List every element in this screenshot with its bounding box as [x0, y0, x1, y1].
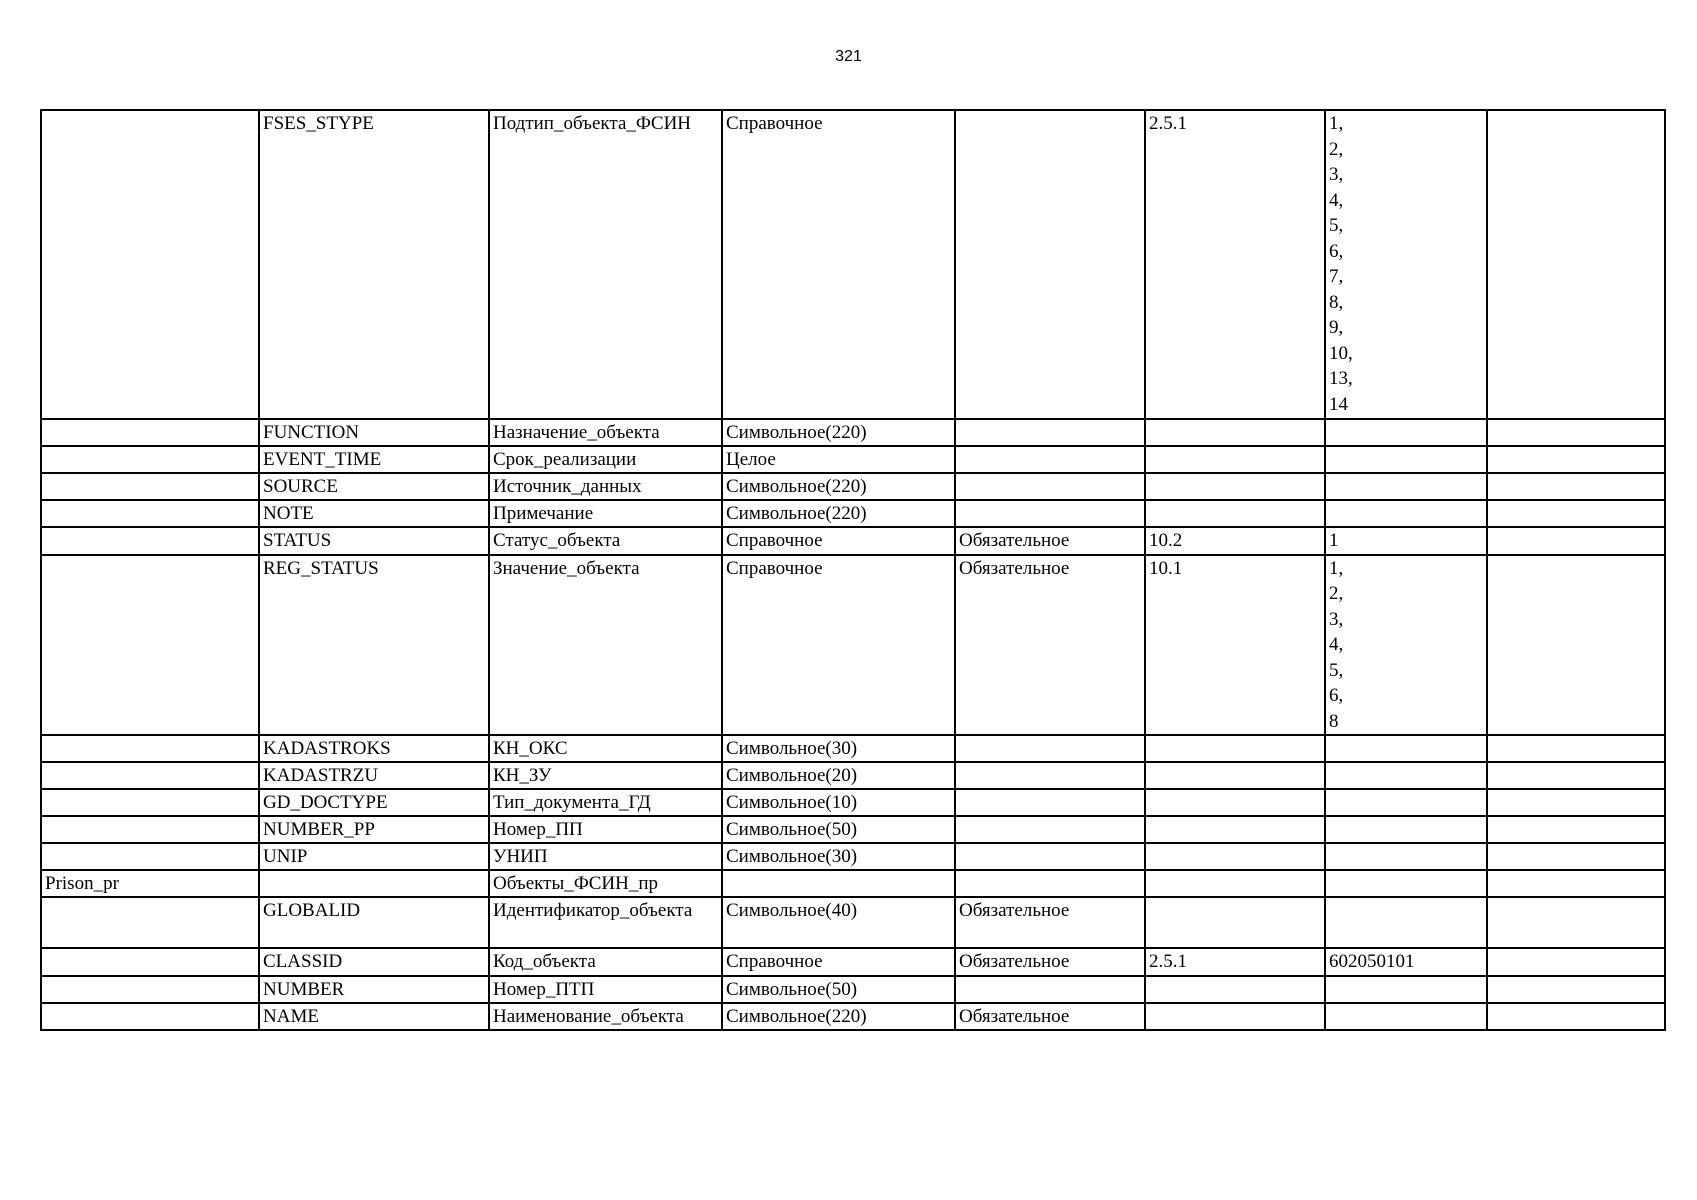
cell-layer: Prison_pr — [41, 870, 259, 897]
cell-reference — [1145, 843, 1325, 870]
cell-values — [1325, 1003, 1487, 1030]
cell-values — [1325, 500, 1487, 527]
cell-layer — [41, 110, 259, 419]
cell-field-alias: КН_ОКС — [489, 735, 722, 762]
table-row — [41, 500, 1665, 527]
cell-values — [1325, 948, 1487, 976]
table-row — [41, 473, 1665, 500]
cell-reference: 10.1 — [1145, 555, 1325, 736]
cell-field-type: Символьное(50) — [722, 816, 955, 843]
cell-layer — [41, 419, 259, 446]
cell-reference — [1145, 870, 1325, 897]
cell-note — [1487, 789, 1665, 816]
cell-note — [1487, 976, 1665, 1003]
cell-values — [1325, 446, 1487, 473]
cell-field-type: Символьное(10) — [722, 789, 955, 816]
table-row — [41, 897, 1665, 948]
cell-note — [1487, 897, 1665, 948]
cell-field-alias: Наименование_объекта — [489, 1003, 722, 1030]
cell-values — [1325, 762, 1487, 789]
cell-note — [1487, 473, 1665, 500]
cell-note — [1487, 500, 1665, 527]
cell-values — [1325, 735, 1487, 762]
cell-reference — [1145, 789, 1325, 816]
cell-field-alias: КН_ЗУ — [489, 762, 722, 789]
cell-layer — [41, 473, 259, 500]
value-line: 2, — [1329, 583, 1344, 604]
table-row — [41, 555, 1665, 736]
cell-layer — [41, 1003, 259, 1030]
cell-field-type: Справочное — [722, 110, 955, 419]
value-line: 602050101 — [1329, 951, 1415, 972]
value-line: 6, — [1329, 685, 1344, 706]
cell-field-type: Символьное(220) — [722, 473, 955, 500]
cell-field-alias: Примечание — [489, 500, 722, 527]
cell-field-alias: УНИП — [489, 843, 722, 870]
value-line: 3, — [1329, 608, 1344, 630]
cell-field-type: Справочное — [722, 555, 955, 736]
cell-field-name: KADASTROKS — [259, 735, 489, 762]
cell-field-type: Справочное — [722, 527, 955, 555]
table-row — [41, 948, 1665, 976]
cell-note — [1487, 735, 1665, 762]
value-line: 9, — [1329, 317, 1344, 338]
cell-field-alias: Номер_ПП — [489, 816, 722, 843]
cell-required — [955, 446, 1145, 473]
cell-values — [1325, 789, 1487, 816]
cell-field-name: EVENT_TIME — [259, 446, 489, 473]
table-row — [41, 419, 1665, 446]
cell-values — [1325, 473, 1487, 500]
cell-note — [1487, 555, 1665, 736]
cell-field-name: NUMBER_PP — [259, 816, 489, 843]
cell-note — [1487, 527, 1665, 555]
cell-field-type: Целое — [722, 446, 955, 473]
cell-values — [1325, 527, 1487, 555]
cell-required — [955, 843, 1145, 870]
table-row — [41, 110, 1665, 419]
cell-required — [955, 762, 1145, 789]
cell-reference — [1145, 735, 1325, 762]
cell-reference — [1145, 762, 1325, 789]
cell-field-alias: Значение_объекта — [489, 555, 722, 736]
cell-field-alias: Идентификатор_объекта — [489, 897, 722, 948]
cell-field-name: REG_STATUS — [259, 555, 489, 736]
cell-values — [1325, 870, 1487, 897]
cell-field-alias: Статус_объекта — [489, 527, 722, 555]
cell-required — [955, 735, 1145, 762]
value-line: 14 — [1329, 393, 1348, 415]
cell-field-alias: Тип_документа_ГД — [489, 789, 722, 816]
cell-reference: 2.5.1 — [1145, 948, 1325, 976]
cell-field-type — [722, 870, 955, 897]
cell-values — [1325, 843, 1487, 870]
table-row — [41, 976, 1665, 1003]
cell-field-name: KADASTRZU — [259, 762, 489, 789]
cell-field-type: Символьное(30) — [722, 843, 955, 870]
cell-required: Обязательное — [955, 897, 1145, 948]
cell-values — [1325, 419, 1487, 446]
cell-required — [955, 419, 1145, 446]
cell-note — [1487, 816, 1665, 843]
table-row — [41, 816, 1665, 843]
value-line: 10, — [1329, 342, 1353, 364]
value-line: 13, — [1329, 368, 1353, 389]
cell-note — [1487, 1003, 1665, 1030]
cell-note — [1487, 446, 1665, 473]
value-line: 2, — [1329, 138, 1344, 160]
cell-values — [1325, 816, 1487, 843]
cell-field-name: STATUS — [259, 527, 489, 555]
table-row — [41, 446, 1665, 473]
cell-field-name: FUNCTION — [259, 419, 489, 446]
cell-layer — [41, 735, 259, 762]
cell-required: Обязательное — [955, 555, 1145, 736]
value-line: 8 — [1329, 710, 1339, 732]
cell-required — [955, 500, 1145, 527]
cell-field-name — [259, 870, 489, 897]
cell-field-type: Символьное(30) — [722, 735, 955, 762]
table-row — [41, 789, 1665, 816]
table-row — [41, 527, 1665, 555]
value-line: 6, — [1329, 240, 1344, 262]
cell-reference — [1145, 473, 1325, 500]
value-line: 4, — [1329, 189, 1344, 211]
cell-reference: 2.5.1 — [1145, 110, 1325, 419]
value-line: 5, — [1329, 659, 1344, 681]
cell-field-name: NUMBER — [259, 976, 489, 1003]
cell-reference — [1145, 446, 1325, 473]
value-line: 3, — [1329, 164, 1344, 185]
cell-required — [955, 870, 1145, 897]
cell-required — [955, 110, 1145, 419]
cell-reference — [1145, 976, 1325, 1003]
cell-field-alias: Срок_реализации — [489, 446, 722, 473]
cell-values — [1325, 555, 1487, 736]
attribute-table — [40, 109, 1666, 1031]
cell-required — [955, 816, 1145, 843]
cell-field-alias: Подтип_объекта_ФСИН — [489, 110, 722, 419]
value-line: 7, — [1329, 266, 1344, 287]
cell-field-name: GD_DOCTYPE — [259, 789, 489, 816]
cell-reference — [1145, 1003, 1325, 1030]
cell-field-name: NOTE — [259, 500, 489, 527]
cell-field-name: FSES_STYPE — [259, 110, 489, 419]
cell-required — [955, 976, 1145, 1003]
cell-values — [1325, 897, 1487, 948]
cell-required: Обязательное — [955, 1003, 1145, 1030]
cell-reference — [1145, 897, 1325, 948]
cell-field-type: Символьное(50) — [722, 976, 955, 1003]
cell-reference — [1145, 419, 1325, 446]
cell-field-type: Справочное — [722, 948, 955, 976]
cell-field-type: Символьное(40) — [722, 897, 955, 948]
cell-reference — [1145, 816, 1325, 843]
cell-note — [1487, 870, 1665, 897]
cell-field-alias: Номер_ПТП — [489, 976, 722, 1003]
cell-layer — [41, 816, 259, 843]
cell-layer — [41, 555, 259, 736]
cell-field-name: UNIP — [259, 843, 489, 870]
cell-layer — [41, 948, 259, 976]
cell-field-type: Символьное(220) — [722, 419, 955, 446]
cell-field-name: CLASSID — [259, 948, 489, 976]
cell-note — [1487, 762, 1665, 789]
table-row — [41, 870, 1665, 897]
table-row — [41, 1003, 1665, 1030]
cell-reference: 10.2 — [1145, 527, 1325, 555]
cell-layer — [41, 762, 259, 789]
cell-field-alias: Источник_данных — [489, 473, 722, 500]
cell-field-type: Символьное(220) — [722, 1003, 955, 1030]
cell-note — [1487, 948, 1665, 976]
cell-values — [1325, 976, 1487, 1003]
cell-layer — [41, 500, 259, 527]
cell-layer — [41, 897, 259, 948]
cell-field-alias: Код_объекта — [489, 948, 722, 976]
cell-note — [1487, 419, 1665, 446]
value-line: 4, — [1329, 634, 1344, 655]
table-row — [41, 762, 1665, 789]
table-row — [41, 735, 1665, 762]
value-line: 8, — [1329, 291, 1344, 313]
cell-field-type: Символьное(220) — [722, 500, 955, 527]
cell-field-name: NAME — [259, 1003, 489, 1030]
cell-required — [955, 789, 1145, 816]
cell-layer — [41, 843, 259, 870]
value-line: 1 — [1329, 530, 1339, 551]
page-number: 321 — [835, 48, 862, 65]
cell-note — [1487, 110, 1665, 419]
cell-reference — [1145, 500, 1325, 527]
cell-layer — [41, 976, 259, 1003]
cell-values — [1325, 110, 1487, 419]
value-line: 1, — [1329, 557, 1344, 579]
value-line: 5, — [1329, 215, 1344, 236]
cell-required — [955, 473, 1145, 500]
cell-field-alias: Объекты_ФСИН_пр — [489, 870, 722, 897]
attribute-table-body — [41, 110, 1665, 1030]
cell-field-name: SOURCE — [259, 473, 489, 500]
cell-field-alias: Назначение_объекта — [489, 419, 722, 446]
cell-layer — [41, 789, 259, 816]
table-row — [41, 843, 1665, 870]
cell-note — [1487, 843, 1665, 870]
cell-field-name: GLOBALID — [259, 897, 489, 948]
cell-required: Обязательное — [955, 948, 1145, 976]
cell-required: Обязательное — [955, 527, 1145, 555]
value-line: 1, — [1329, 113, 1344, 134]
cell-field-type: Символьное(20) — [722, 762, 955, 789]
cell-layer — [41, 527, 259, 555]
cell-layer — [41, 446, 259, 473]
